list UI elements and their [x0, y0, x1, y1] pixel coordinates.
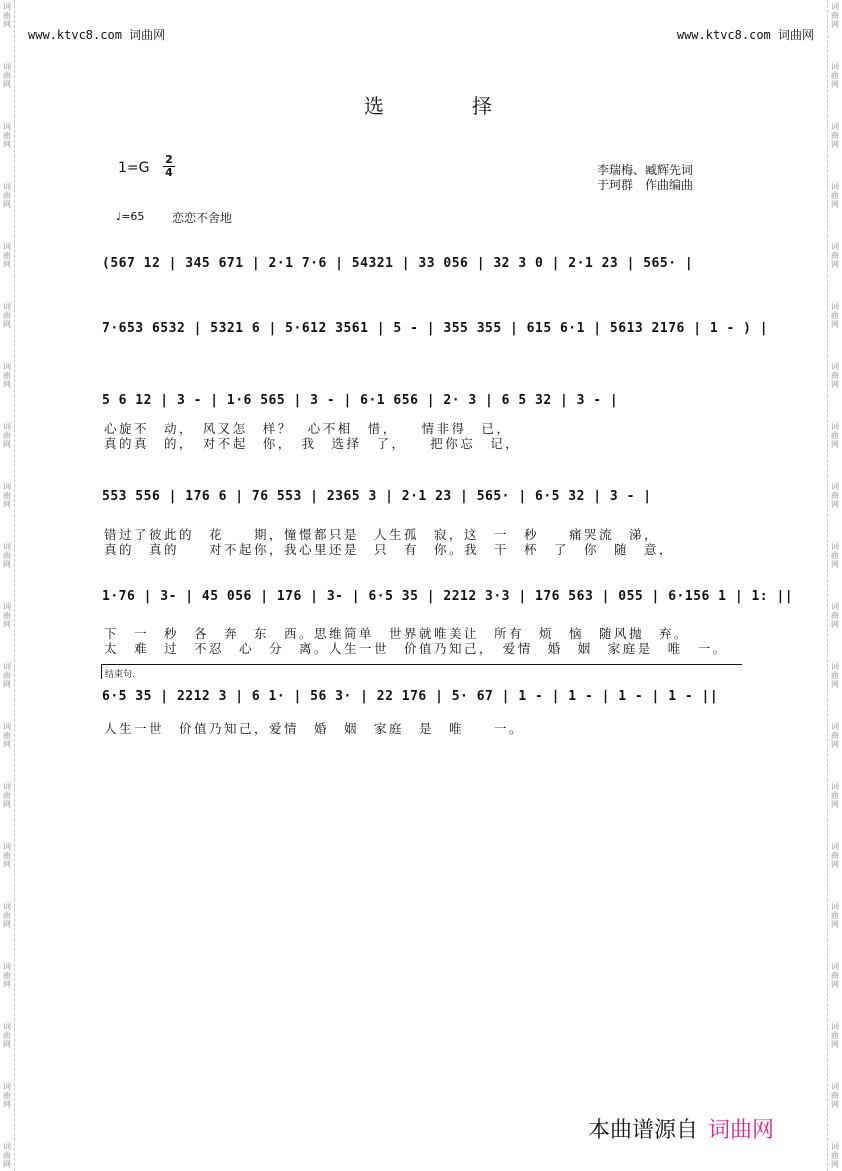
watermark-glyph: 词 — [831, 782, 839, 791]
watermark-glyph: 曲 — [3, 1091, 11, 1100]
lyricist-credit: 李瑞梅、臧辉先词 — [597, 163, 694, 177]
watermark-glyph: 曲 — [3, 611, 11, 620]
watermark-glyph: 词 — [3, 422, 11, 431]
watermark-glyph: 词 — [3, 1142, 11, 1151]
watermark-glyphs — [1, 602, 13, 629]
watermark-glyph: 曲 — [3, 311, 11, 320]
watermark-glyphs — [1, 782, 13, 809]
watermark-glyphs — [829, 1142, 841, 1169]
watermark-glyph: 曲 — [3, 491, 11, 500]
watermark-glyph: 网 — [831, 740, 839, 749]
watermark-glyph: 词 — [3, 482, 11, 491]
watermark-glyph: 曲 — [3, 671, 11, 680]
watermark-glyphs — [1, 662, 13, 689]
watermark-glyph: 网 — [3, 500, 11, 509]
watermark-glyph: 曲 — [831, 851, 839, 860]
watermark-glyph: 曲 — [3, 551, 11, 560]
watermark-glyph: 词 — [3, 182, 11, 191]
watermark-glyph: 词 — [831, 182, 839, 191]
watermark-glyph: 词 — [831, 602, 839, 611]
watermark-glyph: 网 — [3, 800, 11, 809]
watermark-glyph: 曲 — [831, 611, 839, 620]
watermark-glyph: 曲 — [831, 911, 839, 920]
watermark-strip-left — [0, 0, 15, 1171]
lyric-line-5-verse-2: 太 难 过 不忍 心 分 离。人生一世 价值乃知己， 爱情 婚 姻 家庭是 唯 一。 — [104, 641, 728, 656]
watermark-glyph: 词 — [3, 722, 11, 731]
watermark-glyph: 网 — [831, 320, 839, 329]
watermark-glyphs — [829, 122, 841, 149]
watermark-glyph: 曲 — [831, 311, 839, 320]
watermark-glyph: 曲 — [3, 191, 11, 200]
watermark-glyph: 曲 — [831, 1151, 839, 1160]
watermark-glyphs — [829, 2, 841, 29]
watermark-glyphs — [829, 602, 841, 629]
watermark-glyph: 词 — [831, 662, 839, 671]
watermark-glyph: 曲 — [831, 251, 839, 260]
watermark-glyph: 曲 — [3, 911, 11, 920]
watermark-glyphs — [1, 1022, 13, 1049]
watermark-glyph: 网 — [3, 620, 11, 629]
source-footer — [588, 1113, 774, 1144]
watermark-glyphs — [829, 1082, 841, 1109]
score-line-4: 553 556 | 176 6 | 76 553 | 2365 3 | 2·1 23 | 565· | 6·5 32 | 3 - | — [102, 489, 652, 504]
score-line-1: (567 12 | 345 671 | 2·1 7·6 | 54321 | 33 056 | 32 3 0 | 2·1 23 | 565· | — [102, 256, 694, 271]
watermark-glyphs — [829, 962, 841, 989]
watermark-glyph: 曲 — [831, 791, 839, 800]
watermark-glyph: 词 — [3, 122, 11, 131]
expression-marking: 恋恋不舍地 — [172, 211, 233, 225]
watermark-glyph: 网 — [3, 440, 11, 449]
watermark-glyph: 词 — [3, 1082, 11, 1091]
watermark-glyph: 曲 — [831, 11, 839, 20]
lyric-line-4-verse-2: 真的 真的 对不起你，我心里还是 只 有 你。我 干 杯 了 你 随 意， — [104, 542, 675, 557]
watermark-glyph: 曲 — [831, 1031, 839, 1040]
watermark-glyph: 网 — [3, 920, 11, 929]
watermark-glyph: 网 — [831, 800, 839, 809]
watermark-glyph: 网 — [3, 740, 11, 749]
watermark-glyph: 词 — [3, 2, 11, 11]
watermark-glyphs — [829, 242, 841, 269]
watermark-glyph: 曲 — [3, 971, 11, 980]
watermark-glyphs — [829, 662, 841, 689]
watermark-glyph: 网 — [3, 1100, 11, 1109]
watermark-glyph: 词 — [831, 542, 839, 551]
watermark-glyph: 网 — [3, 320, 11, 329]
site-header-right: www.ktvc8.com 词曲网 — [676, 28, 814, 42]
watermark-glyph: 词 — [831, 1022, 839, 1031]
watermark-glyph: 网 — [831, 140, 839, 149]
watermark-glyph: 曲 — [3, 131, 11, 140]
watermark-glyph: 网 — [831, 200, 839, 209]
watermark-glyphs — [1, 2, 13, 29]
watermark-glyph: 词 — [3, 1022, 11, 1031]
time-signature-top: 2 — [165, 153, 173, 166]
ending-bracket — [101, 664, 742, 679]
watermark-glyphs — [829, 302, 841, 329]
watermark-glyph: 词 — [831, 722, 839, 731]
watermark-glyphs — [829, 782, 841, 809]
watermark-glyph: 曲 — [3, 71, 11, 80]
watermark-glyphs — [1, 842, 13, 869]
watermark-glyph: 词 — [831, 62, 839, 71]
watermark-glyph: 曲 — [3, 11, 11, 20]
watermark-glyph: 词 — [831, 2, 839, 11]
watermark-glyphs — [1, 482, 13, 509]
site-header-left: www.ktvc8.com 词曲网 — [28, 28, 166, 42]
watermark-glyph: 曲 — [831, 971, 839, 980]
score-line-6: 6·5 35 | 2212 3 | 6 1· | 56 3· | 22 176 | 5· 67 | 1 - | 1 - | 1 - | 1 - || — [102, 689, 719, 704]
watermark-glyphs — [829, 842, 841, 869]
watermark-glyphs — [1, 962, 13, 989]
watermark-glyph: 网 — [3, 680, 11, 689]
watermark-glyph: 词 — [831, 482, 839, 491]
watermark-glyphs — [829, 722, 841, 749]
watermark-glyph: 词 — [831, 242, 839, 251]
watermark-glyph: 网 — [831, 1100, 839, 1109]
watermark-glyph: 曲 — [831, 551, 839, 560]
watermark-glyph: 词 — [3, 662, 11, 671]
watermark-glyph: 曲 — [831, 431, 839, 440]
watermark-glyphs — [829, 182, 841, 209]
watermark-glyph: 网 — [831, 500, 839, 509]
watermark-glyphs — [1, 62, 13, 89]
watermark-glyph: 网 — [3, 80, 11, 89]
watermark-glyph: 词 — [831, 302, 839, 311]
lyric-line-3-verse-1: 心旋不 动， 风又怎 样？ 心不相 惜， 情非得 已， — [104, 421, 512, 436]
watermark-glyphs — [1, 722, 13, 749]
watermark-glyph: 词 — [831, 362, 839, 371]
lyric-line-3-verse-2: 真的真 的， 对不起 你， 我 选择 了， 把你忘 记， — [104, 436, 521, 451]
watermark-glyph: 词 — [3, 902, 11, 911]
watermark-glyphs — [1, 542, 13, 569]
watermark-glyph: 网 — [3, 1160, 11, 1169]
watermark-glyph: 网 — [831, 980, 839, 989]
time-signature — [163, 154, 175, 179]
watermark-glyph: 曲 — [3, 1151, 11, 1160]
watermark-glyphs — [1, 1142, 13, 1169]
watermark-glyph: 网 — [831, 560, 839, 569]
watermark-glyph: 网 — [3, 140, 11, 149]
watermark-glyph: 词 — [831, 122, 839, 131]
watermark-glyphs — [829, 482, 841, 509]
watermark-glyph: 词 — [831, 1142, 839, 1151]
watermark-glyph: 词 — [831, 1082, 839, 1091]
watermark-glyph: 网 — [831, 380, 839, 389]
watermark-glyph: 曲 — [831, 731, 839, 740]
watermark-glyph: 词 — [3, 962, 11, 971]
watermark-glyph: 曲 — [3, 791, 11, 800]
watermark-glyph: 网 — [831, 1040, 839, 1049]
watermark-glyph: 词 — [831, 422, 839, 431]
watermark-glyph: 网 — [831, 920, 839, 929]
watermark-glyph: 词 — [3, 242, 11, 251]
time-signature-bottom: 4 — [163, 166, 175, 179]
watermark-glyph: 网 — [3, 380, 11, 389]
watermark-glyphs — [829, 422, 841, 449]
watermark-strip-right — [827, 0, 842, 1171]
watermark-glyph: 曲 — [831, 1091, 839, 1100]
watermark-glyph: 词 — [3, 602, 11, 611]
watermark-glyph: 网 — [3, 560, 11, 569]
watermark-glyph: 曲 — [831, 191, 839, 200]
lyric-line-4-verse-1: 错过了彼此的 花 期，憧憬都只是 人生孤 寂，这 一 秒 痛哭流 涕， — [104, 527, 660, 542]
watermark-glyphs — [1, 122, 13, 149]
watermark-glyph: 曲 — [3, 431, 11, 440]
watermark-glyphs — [1, 422, 13, 449]
watermark-glyph: 曲 — [831, 131, 839, 140]
source-brand: 词曲网 — [708, 1118, 775, 1143]
watermark-glyph: 网 — [831, 1160, 839, 1169]
watermark-glyph: 网 — [831, 20, 839, 29]
watermark-glyph: 曲 — [3, 851, 11, 860]
watermark-glyph: 词 — [3, 62, 11, 71]
watermark-glyph: 网 — [3, 260, 11, 269]
watermark-glyph: 网 — [3, 980, 11, 989]
watermark-glyph: 词 — [3, 362, 11, 371]
watermark-glyphs — [829, 362, 841, 389]
source-text: 本曲谱源自 — [588, 1118, 699, 1143]
watermark-glyph: 词 — [831, 902, 839, 911]
watermark-glyphs — [829, 1022, 841, 1049]
watermark-glyph: 网 — [831, 80, 839, 89]
watermark-glyphs — [1, 362, 13, 389]
watermark-glyph: 词 — [3, 782, 11, 791]
watermark-glyph: 曲 — [831, 671, 839, 680]
watermark-glyph: 网 — [3, 200, 11, 209]
composer-credit: 于珂群 作曲编曲 — [597, 178, 694, 192]
watermark-glyph: 词 — [3, 542, 11, 551]
watermark-glyph: 网 — [831, 860, 839, 869]
credits — [597, 163, 693, 193]
score-line-2: 7·653 6532 | 5321 6 | 5·612 3561 | 5 - | 355 355 | 615 6·1 | 5613 2176 | 1 - ) | — [102, 321, 769, 336]
watermark-glyphs — [1, 1082, 13, 1109]
watermark-glyph: 曲 — [831, 371, 839, 380]
score-line-5: 1·76 | 3- | 45 056 | 176 | 3- | 6·5 35 | 2212 3·3 | 176 563 | 055 | 6·156 1 | 1: || — [102, 589, 794, 604]
watermark-glyphs — [829, 902, 841, 929]
watermark-glyph: 曲 — [3, 251, 11, 260]
song-title: 选择 — [364, 94, 580, 118]
watermark-glyph: 网 — [831, 440, 839, 449]
ending-label: 结束句. — [105, 670, 135, 680]
score-line-3: 5 6 12 | 3 - | 1·6 565 | 3 - | 6·1 656 | 2· 3 | 6 5 32 | 3 - | — [102, 393, 619, 408]
tempo-marking: ♩=65 — [116, 210, 145, 223]
watermark-glyph: 词 — [3, 842, 11, 851]
lyric-line-5-verse-1: 下 一 秒 各 奔 东 西。思维简单 世界就唯美让 所有 烦 恼 随风抛 弃。 — [104, 626, 690, 641]
watermark-glyph: 网 — [3, 860, 11, 869]
watermark-glyphs — [1, 902, 13, 929]
watermark-glyphs — [1, 182, 13, 209]
watermark-glyphs — [1, 302, 13, 329]
lyric-line-6: 人生一世 价值乃知己，爱情 婚 姻 家庭 是 唯 一。 — [104, 721, 525, 736]
watermark-glyph: 曲 — [3, 1031, 11, 1040]
watermark-glyph: 网 — [831, 680, 839, 689]
watermark-glyph: 曲 — [3, 731, 11, 740]
watermark-glyph: 网 — [831, 620, 839, 629]
watermark-glyph: 网 — [3, 1040, 11, 1049]
watermark-glyph: 曲 — [3, 371, 11, 380]
watermark-glyph: 网 — [3, 20, 11, 29]
watermark-glyph: 网 — [831, 260, 839, 269]
watermark-glyph: 曲 — [831, 491, 839, 500]
watermark-glyph: 词 — [831, 962, 839, 971]
key-signature: 1=G — [118, 160, 150, 176]
watermark-glyph: 词 — [3, 302, 11, 311]
watermark-glyphs — [1, 242, 13, 269]
watermark-glyph: 曲 — [831, 71, 839, 80]
watermark-glyphs — [829, 62, 841, 89]
watermark-glyph: 词 — [831, 842, 839, 851]
watermark-glyphs — [829, 542, 841, 569]
